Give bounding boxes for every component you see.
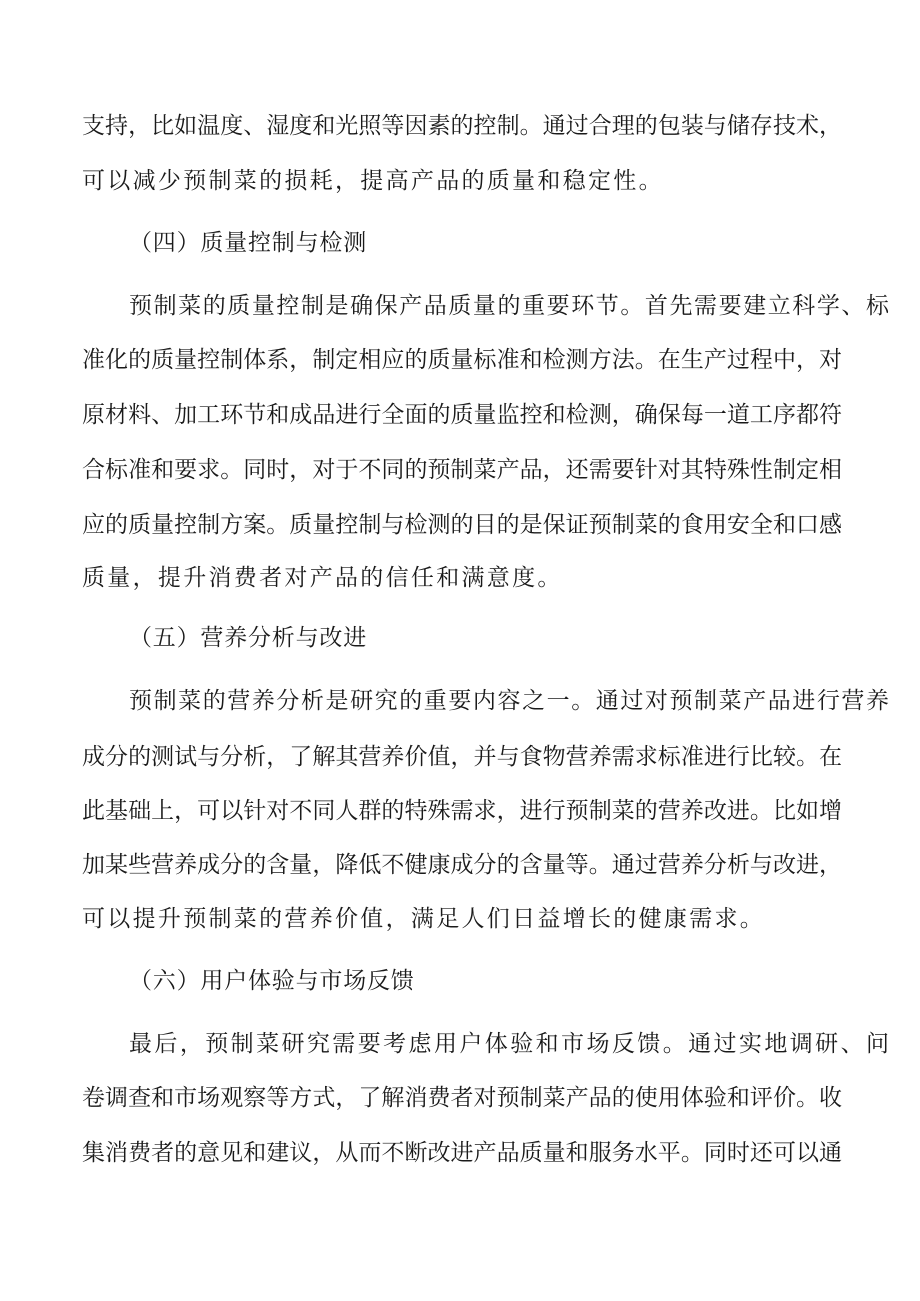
section-heading: （六）用户体验与市场反馈 <box>129 968 415 994</box>
paragraph-line: 卷调查和市场观察等方式，了解消费者对预制菜产品的使用体验和评价。收 <box>82 1085 842 1111</box>
paragraph-line: 预制菜的质量控制是确保产品质量的重要环节。首先需要建立科学、标 <box>129 293 889 319</box>
paragraph-line: 最后，预制菜研究需要考虑用户体验和市场反馈。通过实地调研、问 <box>129 1031 889 1057</box>
paragraph-line: 应的质量控制方案。质量控制与检测的目的是保证预制菜的食用安全和口感 <box>82 512 842 538</box>
paragraph-line: 成分的测试与分析，了解其营养价值，并与食物营养需求标准进行比较。在 <box>82 744 842 770</box>
section-heading: （四）质量控制与检测 <box>129 230 367 256</box>
paragraph-line: 支持，比如温度、湿度和光照等因素的控制。通过合理的包装与储存技术， <box>82 113 842 139</box>
paragraph-line: 集消费者的意见和建议，从而不断改进产品质量和服务水平。同时还可以通 <box>82 1140 842 1166</box>
section-heading: （五）营养分析与改进 <box>129 625 367 651</box>
paragraph-line: 原材料、加工环节和成品进行全面的质量监控和检测，确保每一道工序都符 <box>82 402 842 428</box>
paragraph-line: 可以减少预制菜的损耗，提高产品的质量和稳定性。 <box>82 168 664 194</box>
paragraph-line: 质量，提升消费者对产品的信任和满意度。 <box>82 565 563 591</box>
paragraph-line: 此基础上，可以针对不同人群的特殊需求，进行预制菜的营养改进。比如增 <box>82 798 842 824</box>
paragraph-line: 准化的质量控制体系，制定相应的质量标准和检测方法。在生产过程中，对 <box>82 347 842 373</box>
paragraph-line: 预制菜的营养分析是研究的重要内容之一。通过对预制菜产品进行营养 <box>129 688 889 714</box>
paragraph-line: 加某些营养成分的含量，降低不健康成分的含量等。通过营养分析与改进， <box>82 852 842 878</box>
paragraph-line: 可以提升预制菜的营养价值，满足人们日益增长的健康需求。 <box>82 906 766 932</box>
paragraph-line: 合标准和要求。同时，对于不同的预制菜产品，还需要针对其特殊性制定相 <box>82 457 842 483</box>
